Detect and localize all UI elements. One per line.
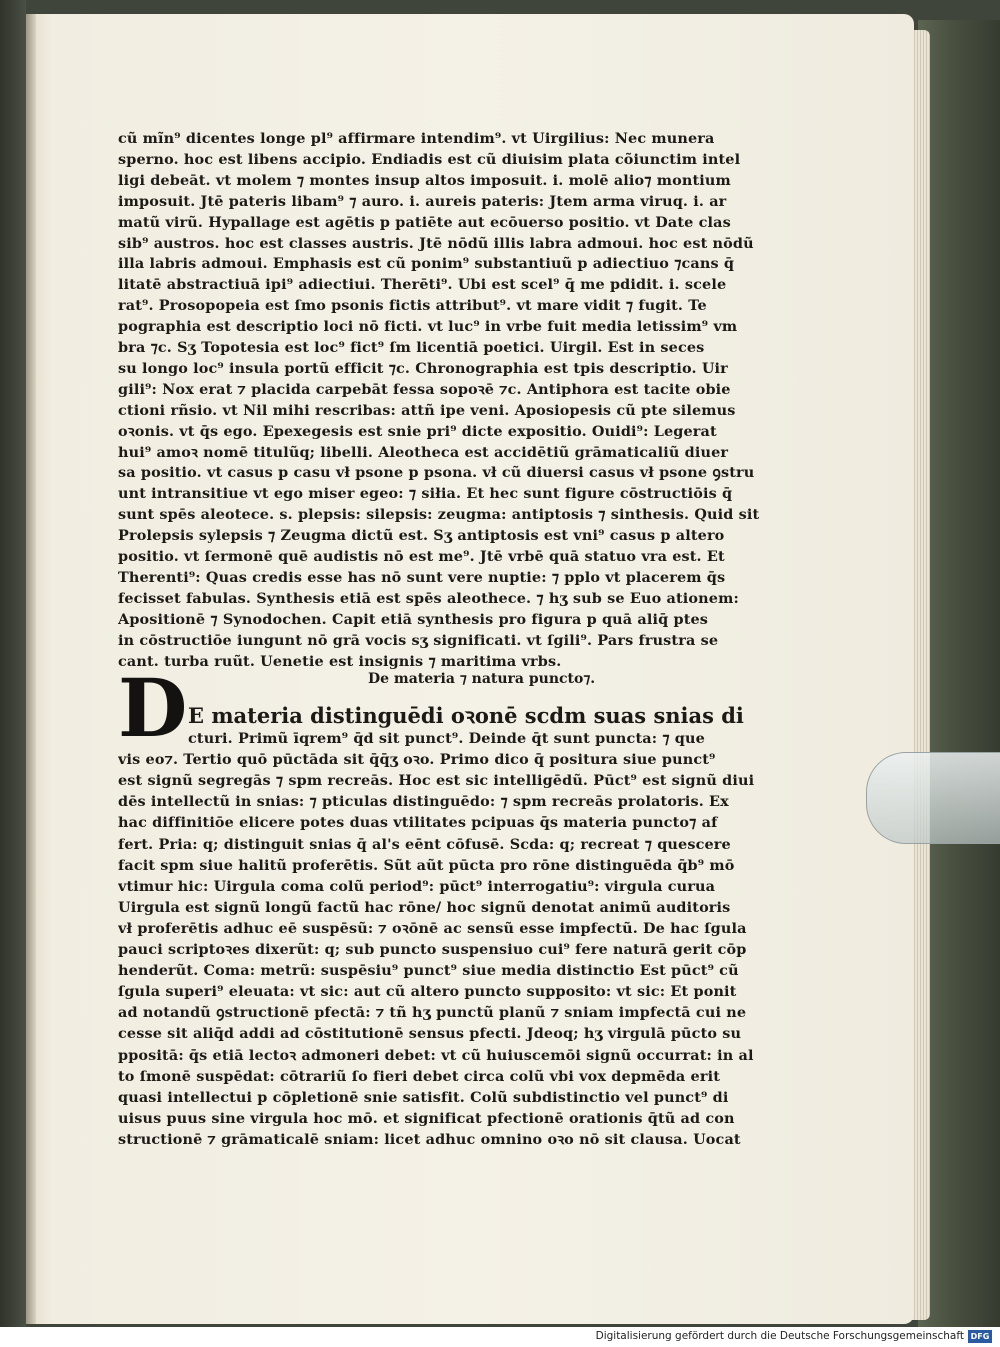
text-line: unt intransitiue vt ego miser egeo: ⁊ siłia. Et hec sunt figure cōstructiōis q̄: [118, 485, 733, 503]
text-line: Therenti⁹: Quas credis esse has nō sunt vere nuptie: ⁊ pplo vt placerem q̄s: [118, 568, 726, 586]
text-line: hui⁹ amoꝛ nomē titulũq; libelli. Aleotheca est accidētiũ grāmaticaliũ diuer: [118, 443, 729, 461]
text-line: cant. turba ruũt. Uenetie est insignis ⁊ maritima vrbs.: [118, 652, 562, 670]
text-line: Apositionē ⁊ Synodochen. Capit etiā synthesis pro figura p quā aliq̄ ptes: [118, 610, 709, 628]
text-line: imposuit. Jtē pateris libam⁹ ⁊ auro. i. aureis pateris: Jtem arma viruq. i. ar: [118, 192, 727, 210]
text-line: sib⁹ austros. hoc est classes austris. Jtē nōdũ illis labra admoui. hoc est nōdũ: [118, 234, 754, 252]
text-line: in cōstructiōe iungunt nō grā vocis sʒ significati. vt ſgili⁹. Pars frustra se: [118, 631, 719, 649]
text-line: fecisset fabulas. Synthesis etiā est spēs aleothece. ⁊ hʒ sub se Euo ationem:: [118, 589, 739, 607]
text-line: ligi debeāt. vt molem ⁊ montes insup altos imposuit. i. molē alio⁊ montium: [118, 171, 731, 189]
text-line: rat⁹. Prosopopeia est ſmo psonis fictis attribut⁹. vt mare vidit ⁊ fugit. Te: [118, 297, 707, 315]
dfg-logo: DFG: [968, 1330, 992, 1343]
text-line: litatē abstractiuā ipi⁹ adiectiui. Therēti⁹. Ubi est scel⁹ q̄ me pdidit. i. scele: [118, 276, 727, 294]
text-block: [118, 128, 790, 1150]
text-line: sa positio. vt casus p casu vł psone p psona. vł cũ diuersi casus vł psone ꝯstru: [118, 464, 755, 482]
text-line: ſgula superi⁹ eleuata: vt sic: aut cũ altero puncto supposito: vt sic: Et ponit: [118, 983, 737, 1001]
text-line: illa labris admoui. Emphasis est cũ ponim⁹ substantiuũ p adiectiuo ⁊cans q̄: [118, 255, 735, 273]
text-line: structionē ⁊ grāmaticalē sniam: licet adhuc omnino oꝛo nō sit clausa. Uocat: [118, 1130, 741, 1148]
text-line: cũ mĩn⁹ dicentes longe pl⁹ affirmare intendim⁹. vt Uirgilius: Nec munera: [118, 130, 715, 147]
text-line: henderũt. Coma: metrũ: suspēsiu⁹ punct⁹ siue media distinctio Est pūct⁹ cũ: [118, 962, 739, 980]
text-line: facit spm siue halitũ proferētis. Sũt aũt pūcta pro rōne distinguēda q̄b⁹ mō: [118, 856, 735, 874]
text-line: su longo loc⁹ insula portũ efficit ⁊c. Chronographia est tpis descriptio. Uir: [118, 359, 728, 377]
text-line: pauci scriptoꝛes dixerũt: q; sub puncto suspensiuo cui⁹ fere naturā gerit cōp: [118, 941, 747, 958]
section-first-line: E materia distinguēdi oꝛonē scdm suas snias di: [188, 703, 744, 728]
text-line: sperno. hoc est libens accipio. Endiadis est cũ diuisim plata cõiunctim intel: [118, 150, 741, 168]
text-line: vtimur hic: Uirgula coma colũ period⁹: pūct⁹ interrogatiu⁹: virgula curua: [118, 877, 716, 895]
book-cover-right: [918, 20, 1000, 1327]
footer-credit: Digitalisierung gefördert durch die Deutsche Forschungsgemeinschaft: [595, 1330, 964, 1342]
text-line: gili⁹: Nox erat ⁊ placida carpebāt fessa sopoꝛē ⁊c. Antiphora est tacite obie: [118, 380, 731, 398]
book-cover-left: [0, 0, 26, 1327]
text-line: ppositā: q̄s etiā lectoꝛ admoneri debet: vt cũ huiuscemōi signũ occurrat: in al: [118, 1046, 754, 1064]
text-line: ctioni rñsio. vt Nil mihi rescribas: attñ ipe veni. Aposiopesis cũ pte silemus: [118, 401, 736, 419]
text-line: dēs intellectũ in snias: ⁊ pticulas distinguēdo: ⁊ spm recreās prolatoris. Ex: [118, 793, 729, 811]
text-line: cesse sit aliq̄d addi ad cōstitutionē sensus pfecti. Jdeoq; hʒ virgulā pūcto su: [118, 1025, 742, 1043]
text-line: uisus puus sine virgula hoc mō. et significat pfectionē orationis q̄tũ ad con: [118, 1109, 735, 1127]
text-line: vis eo⁊. Tertio quō pūctāda sit q̄q̄ʒ oꝛo. Primo dico q̄ positura siue punct⁹: [118, 751, 716, 769]
text-line: Uirgula est signũ longũ factũ hac rōne/ hoc signũ denotat animũ auditoris: [118, 898, 731, 916]
text-line: vł proferētis adhuc eē suspēsũ: ⁊ oꝛōnē ac sensũ esse impfectũ. De hac ſgula: [118, 919, 747, 937]
text-line: est signũ segregās ⁊ spm recreās. Hoc est sic intelligēdũ. Pūct⁹ est signũ diui: [118, 772, 755, 790]
page-clip: [866, 752, 1000, 844]
text-line: positio. vt ſermonē quē audistis nō est me⁹. Jtē vrbē quā statuo vra est. Et: [118, 548, 725, 565]
text-line: quasi intellectui p cōpletionē snie satisfit. Colũ subdistinctio vel punct⁹ di: [118, 1088, 729, 1106]
text-line: ad notandũ ꝯstructionē pfectā: ⁊ tñ hʒ punctũ planũ ⁊ sniam impfectā cui ne: [118, 1004, 747, 1022]
text-line: bra ⁊c. Sʒ Topotesia est loc⁹ fict⁹ ſm licentiā poetici. Uirgil. Est in seces: [118, 339, 705, 356]
text-line: hac diffinitiōe elicere potes duas vtilitates pcipuas q̄s materia puncto⁊ af: [118, 814, 718, 832]
page-gutter: [26, 14, 36, 1324]
text-line: sunt spēs aleotece. s. plepsis: silepsis: zeugma: antiptosis ⁊ sinthesis. Quid sit: [118, 506, 760, 524]
text-line: matũ virũ. Hypallage est agētis p patiēte aut ecōuerso positio. vt Date clas: [118, 213, 731, 231]
text-line: pographia est descriptio loci nō ficti. vt luc⁹ in vrbe fuit media letissim⁹ vm: [118, 318, 738, 336]
section-heading: De materia ⁊ natura puncto⁊.: [368, 671, 596, 687]
text-line: oꝛonis. vt q̄s ego. Epexegesis est snie pri⁹ dicte expositio. Ouidi⁹: Legerat: [118, 422, 717, 440]
text-line: to ſmonē suspēdat: cōtrariũ ſo fieri debet circa colũ vbi vox depmēda erit: [118, 1067, 721, 1085]
text-line: fert. Pria: q; distinguit snias q̄ al's eēnt cōfusē. Scda: q; recreat ⁊ quescere: [118, 835, 731, 853]
text-line: cturi. Primũ īqrem⁹ q̄d sit punct⁹. Deinde q̄t sunt puncta: ⁊ que: [188, 730, 705, 747]
decorated-initial: D: [118, 661, 188, 755]
text-line: Prolepsis sylepsis ⁊ Zeugma dictũ est. Sʒ antiptosis est vni⁹ casus p altero: [118, 527, 725, 545]
